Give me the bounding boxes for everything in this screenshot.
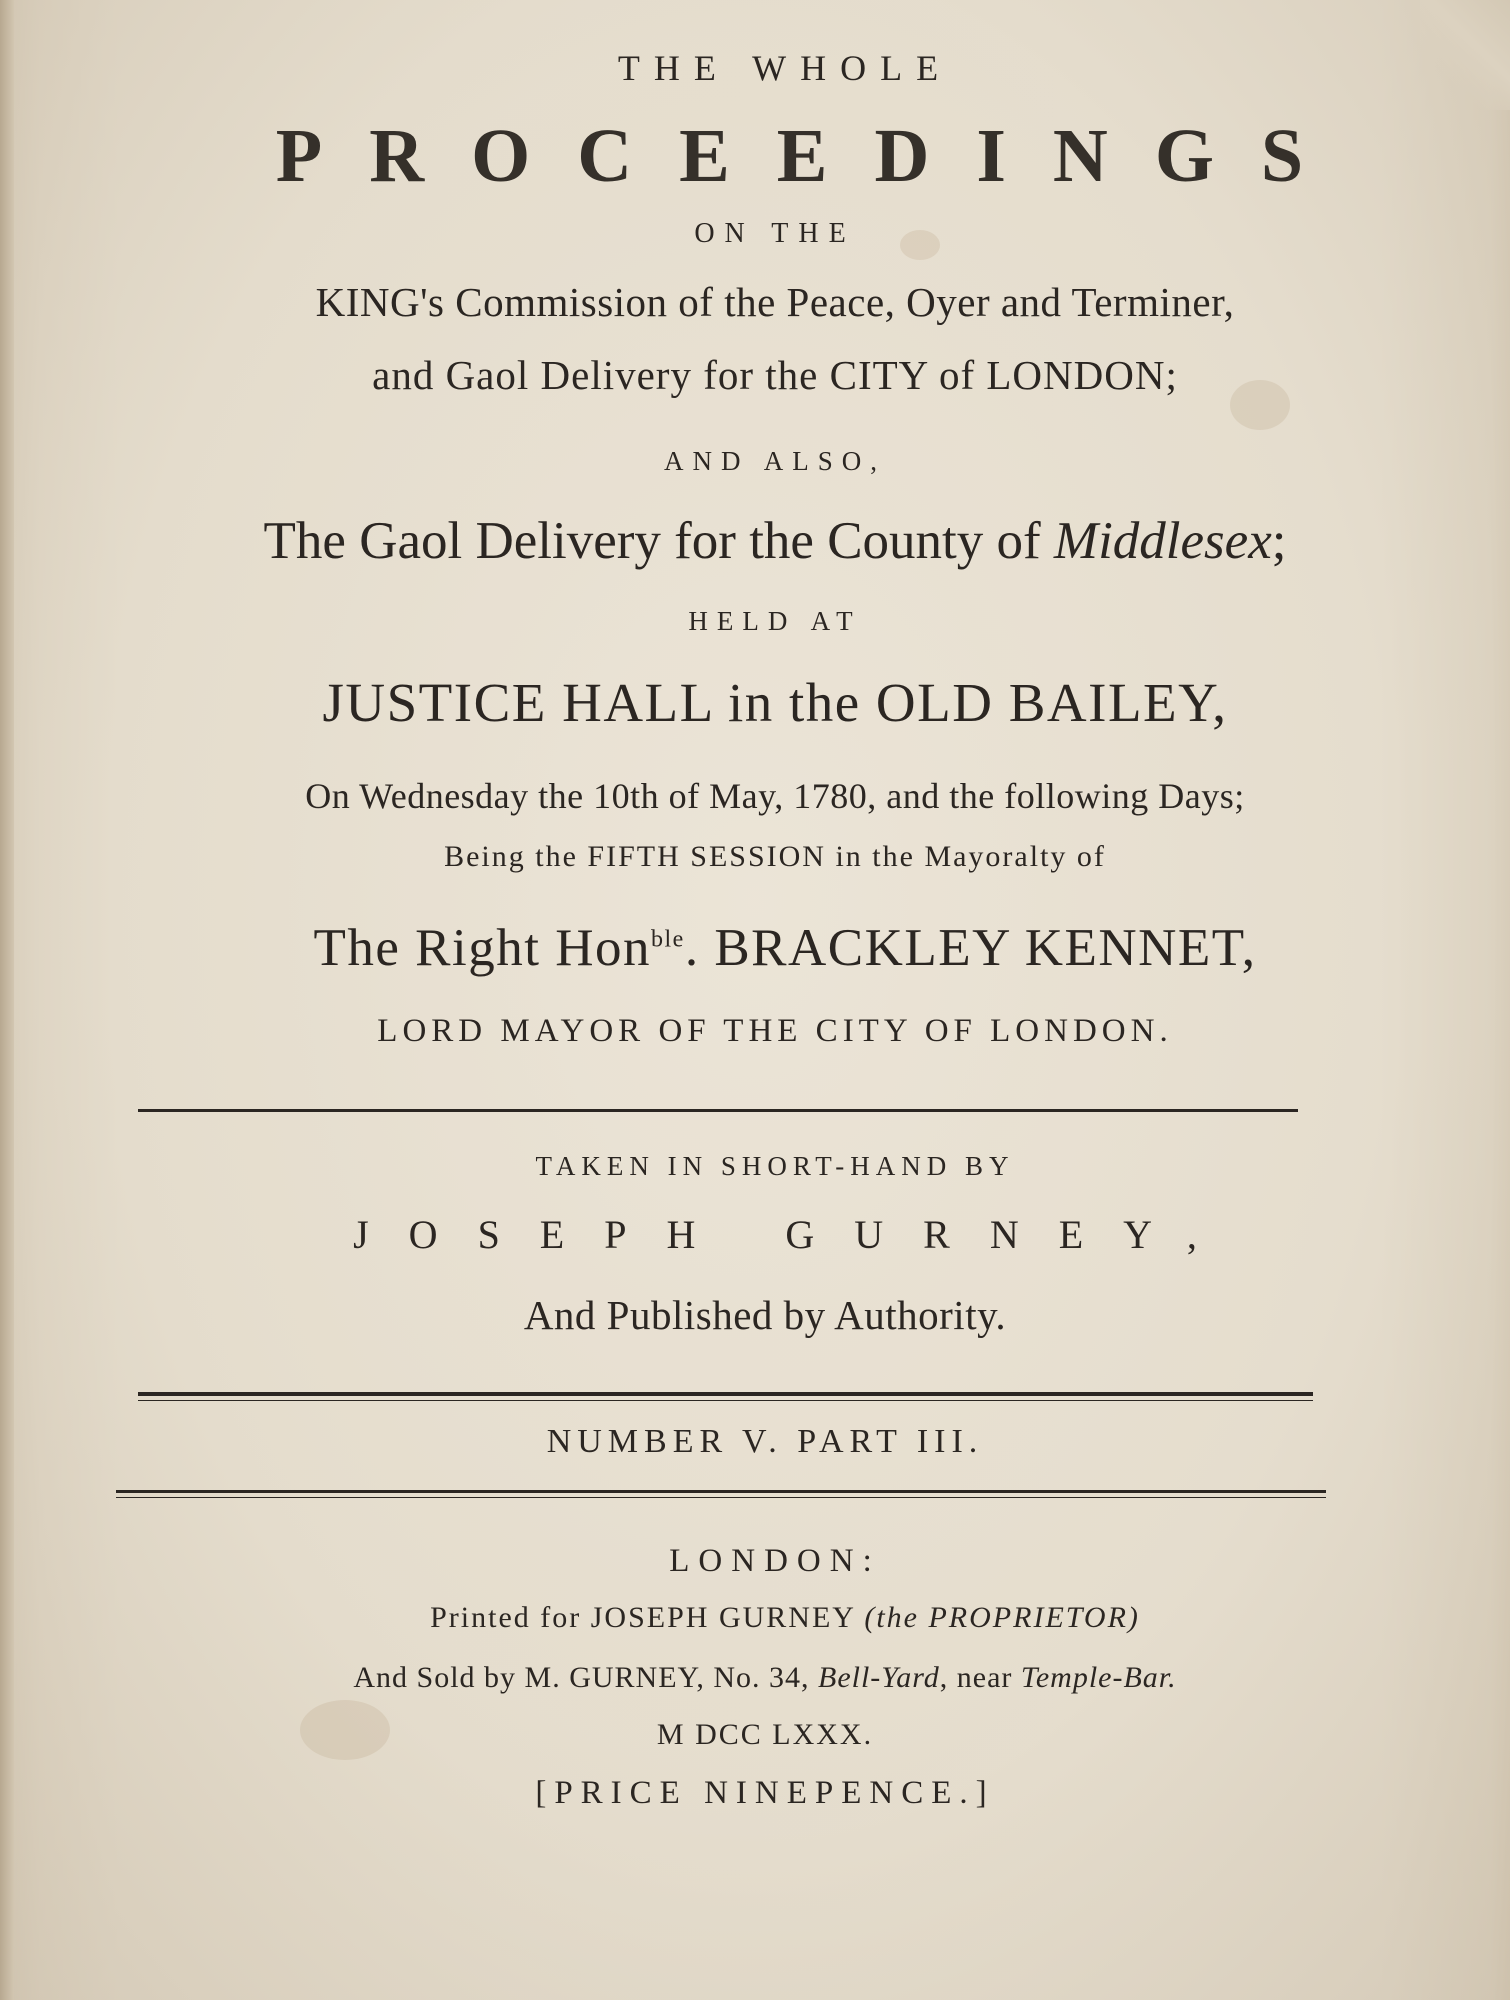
- printed-for-line: [0, 1603, 1510, 1633]
- right-hon-text: The Right Hon: [313, 919, 651, 977]
- date-line: On Wednesday the 10th of May, 1780, and the following Days;: [305, 776, 1245, 816]
- lord-mayor-title-line: LORD MAYOR OF THE CITY OF LONDON.: [377, 1013, 1173, 1049]
- session-line: Being the FIFTH SESSION in the Mayoralty of: [444, 840, 1106, 873]
- lord-mayor-name-line: [0, 919, 1510, 977]
- bell-yard-text: Bell-Yard: [818, 1661, 940, 1694]
- sold-by-text: And Sold by M. GURNEY, No. 34,: [353, 1661, 810, 1694]
- middlesex-semicolon: ;: [1271, 512, 1287, 570]
- gurney-name-line: JOSEPH GURNEY,: [353, 1212, 1237, 1257]
- justice-hall-line: JUSTICE HALL in the OLD BAILEY,: [322, 672, 1228, 733]
- proprietor-text: (the PROPRIETOR): [864, 1601, 1140, 1634]
- brackley-kennet-text: . BRACKLEY KENNET,: [684, 919, 1257, 977]
- commission-line: KING's Commission of the Peace, Oyer and Terminer,: [315, 279, 1235, 325]
- held-at-line: HELD AT: [688, 606, 862, 636]
- gaol-delivery-line: and Gaol Delivery for the CITY of LONDON;: [372, 352, 1178, 398]
- price-line: [PRICE NINEPENCE.]: [535, 1775, 995, 1811]
- heading-on-the: ON THE: [694, 218, 856, 249]
- london-imprint-line: LONDON:: [669, 1543, 881, 1579]
- temple-bar-text: Temple-Bar.: [1020, 1661, 1177, 1694]
- year-line: M DCC LXXX.: [656, 1718, 874, 1751]
- divider-rule-thin: [116, 1497, 1326, 1498]
- sold-by-line: [0, 1663, 1510, 1693]
- middlesex-line: [0, 512, 1510, 570]
- heading-proceedings: PROCEEDINGS: [275, 114, 1351, 198]
- printed-for-text: Printed for JOSEPH GURNEY: [430, 1601, 855, 1634]
- divider-rule-thin: [138, 1400, 1313, 1401]
- heading-the-whole: THE WHOLE: [617, 48, 953, 88]
- and-also-line: AND ALSO,: [663, 446, 886, 476]
- right-hon-superscript: ble: [650, 926, 685, 953]
- middlesex-line-text: The Gaol Delivery for the County of: [263, 512, 1041, 570]
- near-text: , near: [939, 1661, 1013, 1694]
- published-line: And Published by Authority.: [523, 1292, 1007, 1338]
- divider-rule: [138, 1109, 1298, 1112]
- divider-rule: [138, 1392, 1313, 1396]
- divider-rule: [116, 1490, 1326, 1493]
- number-part-line: NUMBER V. PART III.: [546, 1423, 984, 1460]
- shorthand-line: TAKEN IN SHORT-HAND BY: [535, 1151, 1015, 1181]
- middlesex-name: Middlesex: [1053, 512, 1272, 570]
